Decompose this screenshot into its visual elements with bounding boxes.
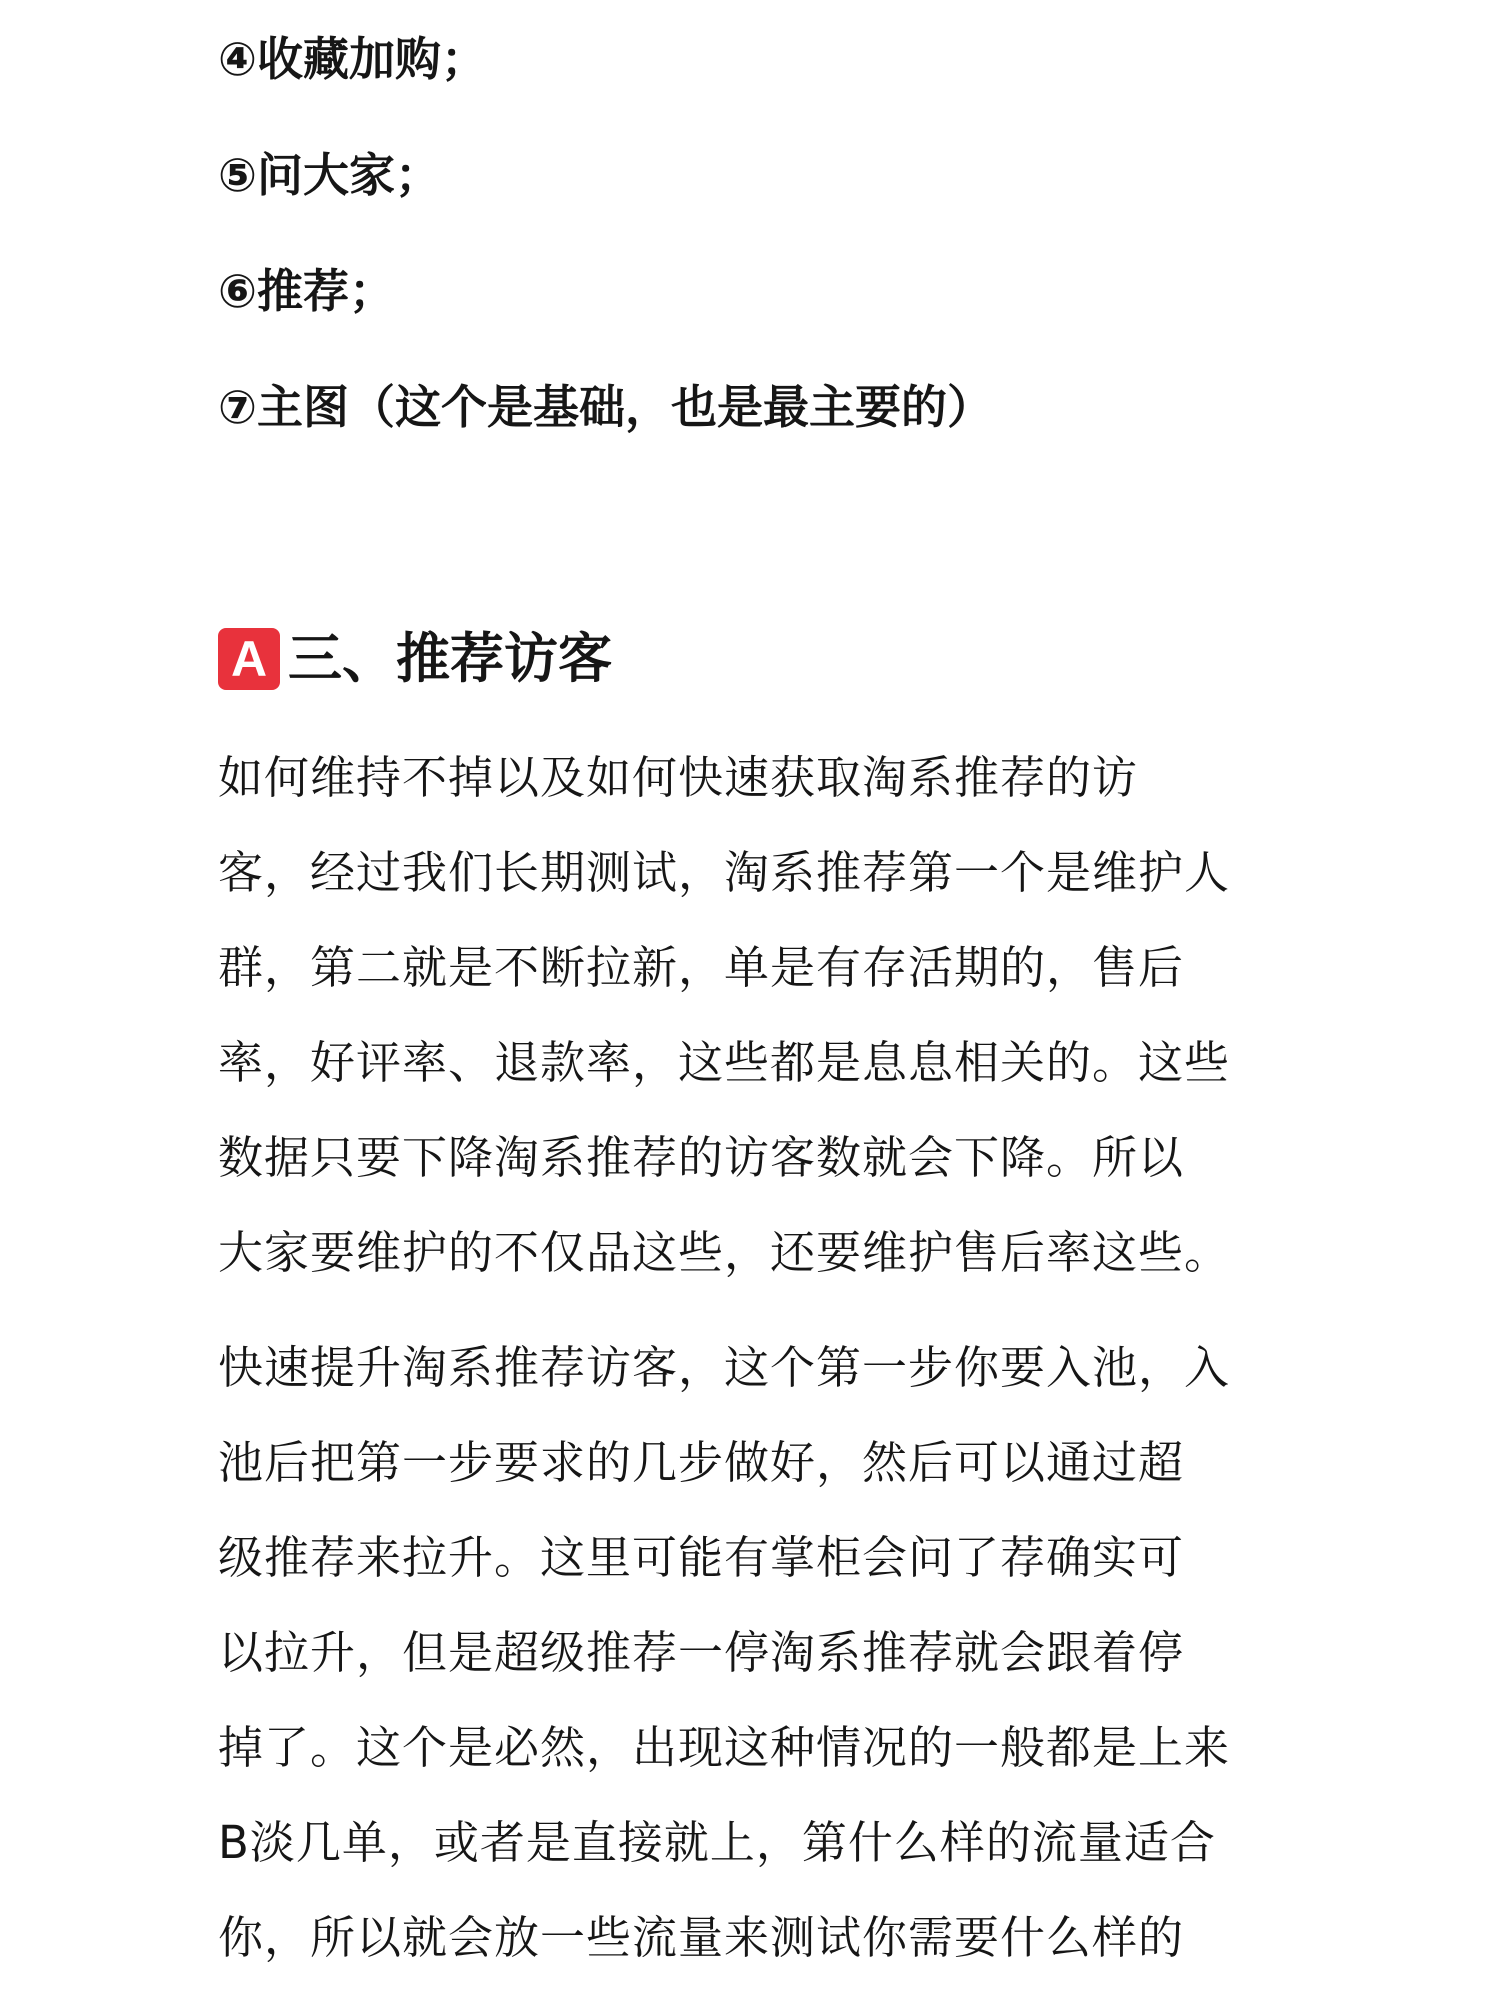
list-item-5: ⑤问大家； <box>218 148 441 202</box>
text-line: 如何维持不掉以及如何快速获取淘系推荐的访 <box>218 751 1139 804</box>
a-button-emoji-icon: A <box>218 628 280 690</box>
text-line: B淡几单，或者是直接就上，第什么样的流量适合 <box>218 1816 1216 1869</box>
text-line: 池后把第一步要求的几步做好，然后可以通过超 <box>218 1436 1185 1489</box>
text-line: 群，第二就是不断拉新，单是有存活期的，售后 <box>218 941 1185 994</box>
text-line: 率，好评率、退款率，这些都是息息相关的。这些 <box>218 1036 1231 1089</box>
text-line: 客，经过我们长期测试，淘系推荐第一个是维护人 <box>218 846 1231 899</box>
text-line: 快速提升淘系推荐访客，这个第一步你要入池，入 <box>218 1341 1231 1394</box>
text-line: 大家要维护的不仅品这些，还要维护售后率这些。 <box>218 1226 1231 1279</box>
text-line: 以拉升，但是超级推荐一停淘系推荐就会跟着停 <box>218 1626 1185 1679</box>
numbered-list <box>218 30 1318 494</box>
text-line: 级推荐来拉升。这里可能有掌柜会问了荐确实可 <box>218 1531 1185 1584</box>
paragraph-1 <box>218 730 1298 1300</box>
text-line: 掉了。这个是必然，出现这种情况的一般都是上来 <box>218 1721 1231 1774</box>
list-item-6: ⑥推荐； <box>218 264 395 318</box>
text-line: 数据只要下降淘系推荐的访客数就会下降。所以 <box>218 1131 1185 1184</box>
text-line: 你，所以就会放一些流量来测试你需要什么样的 <box>218 1911 1185 1964</box>
section-title: 三、推荐访客 <box>288 627 612 690</box>
paragraph-2 <box>218 1320 1298 1985</box>
list-item-4: ④收藏加购； <box>218 32 487 86</box>
section-heading <box>218 628 612 690</box>
list-item-7: ⑦主图（这个是基础，也是最主要的） <box>218 380 993 434</box>
